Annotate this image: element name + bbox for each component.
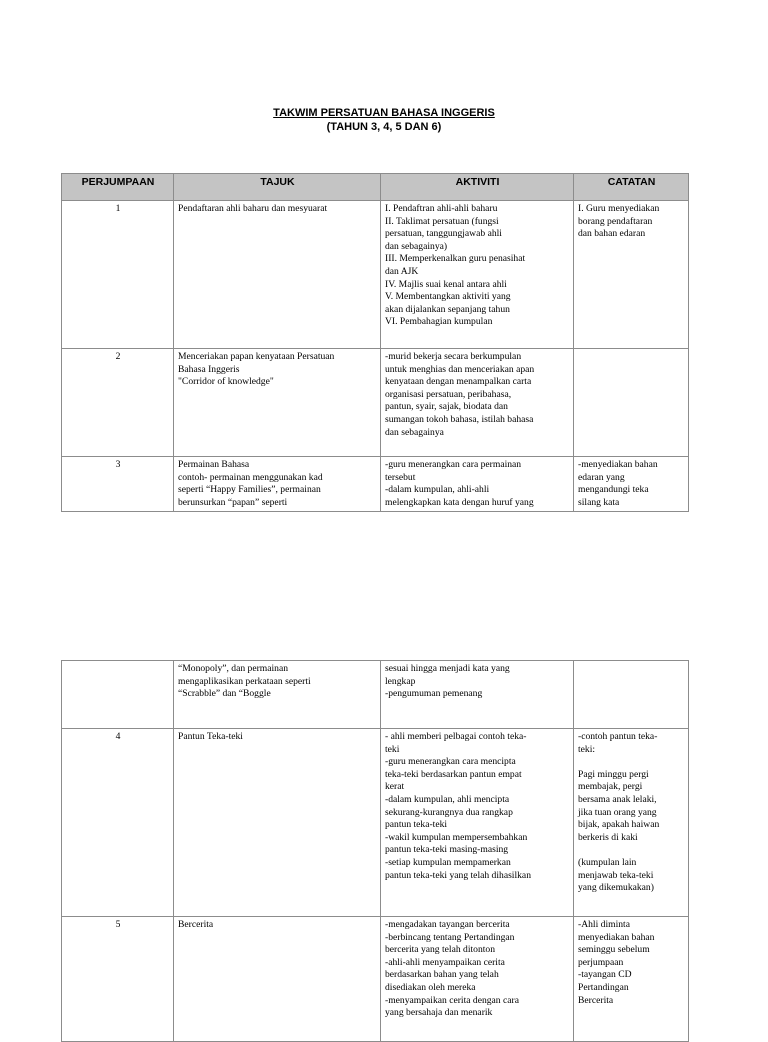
aktiviti-cell: I. Pendaftran ahli-ahli baharu II. Taklimat persatuan (fungsi persatuan, tanggungjawab ahli dan sebagainya) III. Memperkenalkan guru penasihat dan AJK IV. Majlis suai kenal antara ahli V. Membentangkan aktiviti yang akan dijalankan sepanjang tahun VI. Pembahagian kumpulan <box>381 201 574 349</box>
catatan-cell <box>574 349 689 457</box>
meeting-number: 5 <box>62 917 174 1042</box>
header-aktiviti: AKTIVITI <box>381 174 574 201</box>
tajuk-cell: Permainan Bahasa contoh- permainan menggunakan kad seperti “Happy Families”, permainan berunsurkan “papan” seperti <box>174 457 381 512</box>
aktiviti-cell: sesuai hingga menjadi kata yang lengkap -pengumuman pemenang <box>381 661 574 729</box>
catatan-cell: -Ahli diminta menyediakan bahan seminggu sebelum perjumpaan -tayangan CD Pertandingan Bercerita <box>574 917 689 1042</box>
document-title <box>0 106 768 134</box>
schedule-table-page-1 <box>61 173 689 512</box>
meeting-number: 2 <box>62 349 174 457</box>
meeting-number: 3 <box>62 457 174 512</box>
aktiviti-cell: -murid bekerja secara berkumpulan untuk menghias dan menceriakan apan kenyataan dengan menampalkan carta organisasi persatuan, peribahasa, pantun, syair, sajak, biodata dan sumangan tokoh bahasa, istilah bahasa dan sebagainya <box>381 349 574 457</box>
table-row <box>62 917 689 1042</box>
schedule-table-page-2 <box>61 660 689 1042</box>
aktiviti-cell: - ahli memberi pelbagai contoh teka- teki -guru menerangkan cara mencipta teka-teki berdasarkan pantun empat kerat -dalam kumpulan, ahli mencipta sekurang-kurangnya dua rangkap pantun teka-teki -wakil kumpulan mempersembahkan pantun teka-teki masing-masing -setiap kumpulan mempamerkan pantun teka-teki yang telah dihasilkan <box>381 729 574 917</box>
aktiviti-cell: -mengadakan tayangan bercerita -berbincang tentang Pertandingan bercerita yang telah ditonton -ahli-ahli menyampaikan cerita berdasarkan bahan yang telah disediakan oleh mereka -menyampaikan cerita dengan cara yang bersahaja dan menarik <box>381 917 574 1042</box>
header-tajuk: TAJUK <box>174 174 381 201</box>
meeting-number: 4 <box>62 729 174 917</box>
tajuk-cell: “Monopoly”, dan permainan mengaplikasikan perkataan seperti “Scrabble” dan “Boggle <box>174 661 381 729</box>
catatan-cell: -menyediakan bahan edaran yang mengandungi teka silang kata <box>574 457 689 512</box>
tajuk-cell: Pendaftaran ahli baharu dan mesyuarat <box>174 201 381 349</box>
catatan-cell: -contoh pantun teka- teki: Pagi minggu pergi membajak, pergi bersama anak lelaki, jika tuan orang yang bijak, apakah haiwan berkeris di kaki (kumpulan lain menjawab teka-teki yang dikemukakan) <box>574 729 689 917</box>
table-row <box>62 349 689 457</box>
table-header-row <box>62 174 689 201</box>
meeting-number <box>62 661 174 729</box>
aktiviti-cell: -guru menerangkan cara permainan tersebut -dalam kumpulan, ahli-ahli melengkapkan kata dengan huruf yang <box>381 457 574 512</box>
table-row <box>62 457 689 512</box>
tajuk-cell: Pantun Teka-teki <box>174 729 381 917</box>
header-catatan: CATATAN <box>574 174 689 201</box>
tajuk-cell: Bercerita <box>174 917 381 1042</box>
meeting-number: 1 <box>62 201 174 349</box>
catatan-cell: I. Guru menyediakan borang pendaftaran dan bahan edaran <box>574 201 689 349</box>
title-line-2: (TAHUN 3, 4, 5 DAN 6) <box>326 121 442 133</box>
table-row <box>62 201 689 349</box>
table-row <box>62 729 689 917</box>
title-line-1: TAKWIM PERSATUAN BAHASA INGGERIS <box>273 107 495 119</box>
catatan-cell <box>574 661 689 729</box>
header-perjumpaan: PERJUMPAAN <box>62 174 174 201</box>
table-row <box>62 661 689 729</box>
tajuk-cell: Menceriakan papan kenyataan Persatuan Bahasa Inggeris "Corridor of knowledge" <box>174 349 381 457</box>
